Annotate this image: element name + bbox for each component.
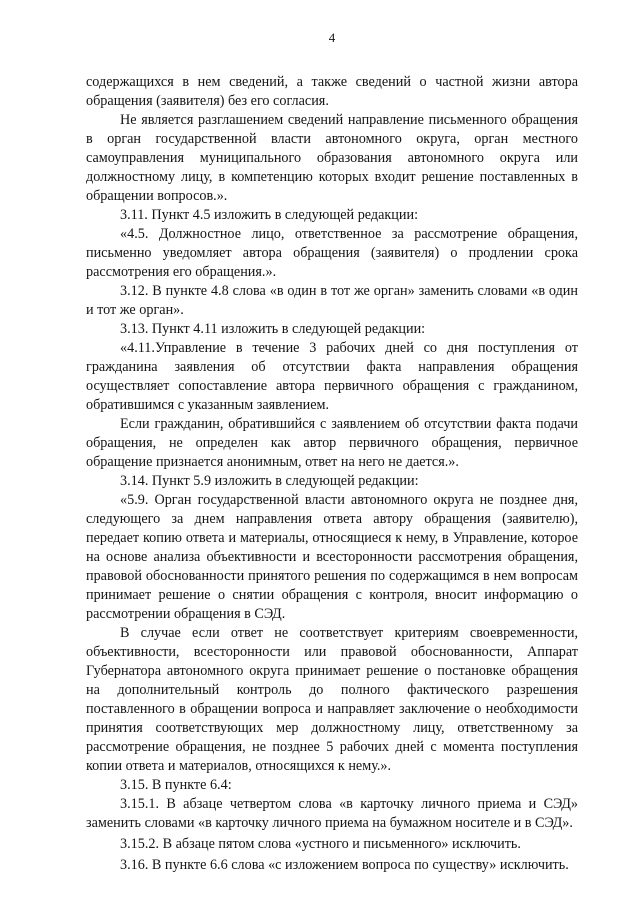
document-body (86, 73, 578, 875)
paragraph: Не является разглашением сведений направление письменного обращения в орган государственной власти автономного округа, орган местного самоуправления муниципального образования автономного округа или должностному лицу, в компетенцию которых входит решение поставленных в обращении вопросов.». (86, 112, 578, 204)
paragraph: 3.15.1. В абзаце четвертом слова «в карточку личного приема и СЭД» заменить словами «в карточку личного приема на бумажном носителе и в СЭД». (86, 796, 578, 831)
paragraph: «4.11.Управление в течение 3 рабочих дней со дня поступления от гражданина заявления об отсутствии факта направления обращения осуществляет сопоставление автора первичного обращения с гражданином, обратившимся с указанным заявлением. (86, 340, 578, 413)
paragraph: содержащихся в нем сведений, а также сведений о частной жизни автора обращения (заявителя) без его согласия. (86, 74, 578, 109)
paragraph: «5.9. Орган государственной власти автономного округа не позднее дня, следующего за днем направления ответа автору обращения (заявителю), передает копию ответа и материалы, относящиеся к нему, в Управление, которое на основе анализа объективности и всесторонности рассмотрения обращения, правовой обоснованности принятого решения по содержащимся в нем вопросам принимает решение о снятии обращения с контроля, вносит информацию о рассмотрении обращения в СЭД. (86, 492, 578, 622)
paragraph: В случае если ответ не соответствует критериям своевременности, объективности, всесторонности или правовой обоснованности, Аппарат Губернатора автономного округа принимает решение о постановке обращения на дополнительный контроль до полного фактического разрешения поставленного в обращении вопроса и направляет заключение о необходимости принятия соответствующих мер должностному лицу, ответственному за рассмотрение обращения, не позднее 5 рабочих дней с момента поступления копии ответа и материалов, относящихся к нему.». (86, 625, 578, 774)
paragraph: 3.13. Пункт 4.11 изложить в следующей редакции: (120, 321, 426, 337)
page-number: 4 (328, 30, 336, 45)
paragraph: Если гражданин, обратившийся с заявлением об отсутствии факта подачи обращения, не определен как автор первичного обращения, первичное обращение признается анонимным, ответ на него не дается.». (86, 416, 578, 470)
paragraph: 3.15.2. В абзаце пятом слова «устного и письменного» исключить. (120, 836, 521, 852)
paragraph: 3.15. В пункте 6.4: (120, 777, 232, 793)
paragraph: 3.14. Пункт 5.9 изложить в следующей редакции: (120, 473, 419, 489)
paragraph: 3.11. Пункт 4.5 изложить в следующей редакции: (120, 207, 419, 223)
paragraph: «4.5. Должностное лицо, ответственное за рассмотрение обращения, письменно уведомляет автора обращения (заявителя) о продлении срока рассмотрения его обращения.». (86, 226, 578, 280)
paragraph: 3.12. В пункте 4.8 слова «в один в тот же орган» заменить словами «в один и тот же орган». (86, 283, 578, 318)
paragraph: 3.16. В пункте 6.6 слова «с изложением вопроса по существу» исключить. (120, 857, 569, 873)
